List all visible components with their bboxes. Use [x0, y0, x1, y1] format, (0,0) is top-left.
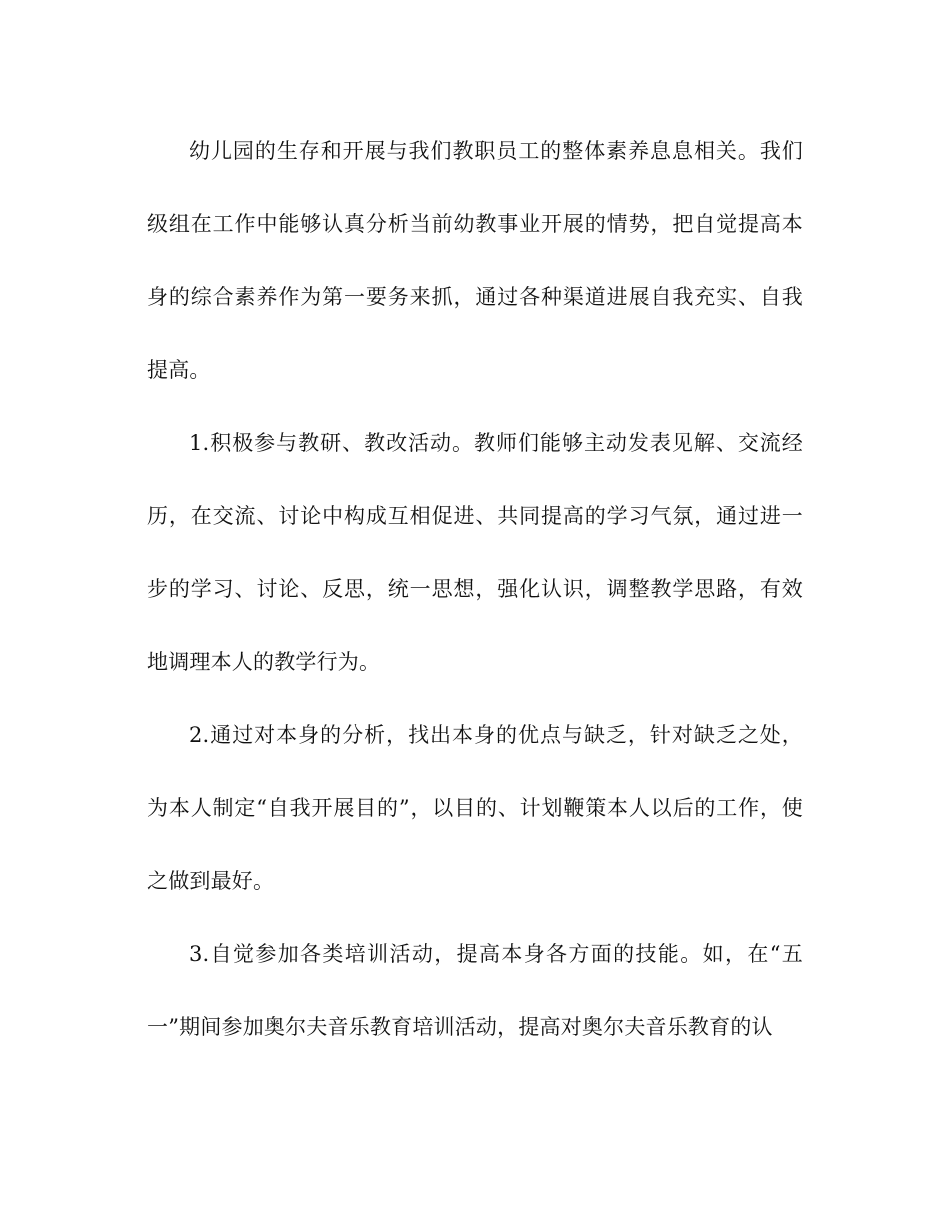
paragraph-item-3: 3.自觉参加各类培训活动，提高本身各方面的技能。如，在“五一”期间参加奥尔夫音乐教育培训活动，提高对奥尔夫音乐教育的认	[147, 942, 803, 1039]
paragraph-item-1: 1.积极参与教研、教改活动。教师们能够主动发表见解、交流经历，在交流、讨论中构成互相促进、共同提高的学习气氛，通过进一步的学习、讨论、反思，统一思想，强化认识，调整教学思路，有效地调理本人的教学行为。	[147, 431, 803, 674]
document-body	[147, 115, 803, 1064]
paragraph-item-2: 2.通过对本身的分析，找出本身的优点与缺乏，针对缺乏之处，为本人制定“自我开展目的”，以目的、计划鞭策本人以后的工作，使之做到最好。	[147, 723, 803, 893]
paragraph-intro: 幼儿园的生存和开展与我们教职员工的整体素养息息相关。我们级组在工作中能够认真分析当前幼教事业开展的情势，把自觉提高本身的综合素养作为第一要务来抓，通过各种渠道进展自我充实、自我提高。	[147, 139, 803, 382]
